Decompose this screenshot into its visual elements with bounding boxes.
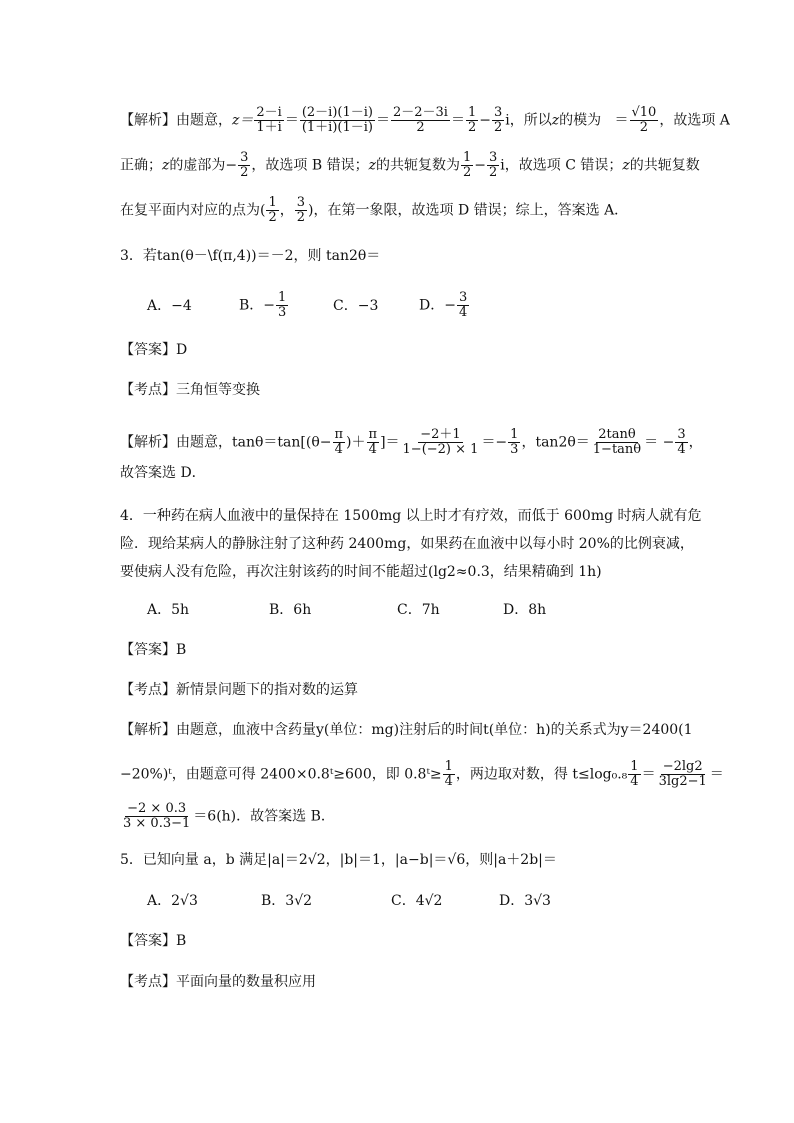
q4-options [147,600,684,620]
text: ，故选项 A [659,112,730,129]
fraction [466,106,478,135]
analysis-line-1 [120,105,730,135]
q3-stem: 3．若tan(θ－\f(π,4))＝－2，则 tan2θ＝ [120,248,381,264]
text: z [162,157,170,174]
denominator: 2 [493,120,503,135]
q5-option-a: A．2√3 [147,893,198,909]
analysis-line-3: 在复平面内对应的点为( $\frac{1}{2}$ ， $\frac{3}{2}$ )，在第一象限，故选项 D 错误；综上，答案选 A． [120,195,629,225]
analysis-label: 【解析】 [120,434,176,451]
text: i [500,157,505,174]
denominator: 2 [240,165,249,180]
numerator: 1 [630,759,639,774]
q3-options [147,291,684,320]
fraction [276,291,288,320]
q3-option-b [239,291,333,320]
answer-label: 【答案】 [120,342,176,358]
answer-value: B [176,933,187,949]
numerator: 1 [463,150,472,165]
text: z＝ [232,112,254,129]
numerator: 1 [444,759,453,774]
fraction [628,760,640,789]
text: ＝ − [644,434,675,451]
text: D．− [419,297,456,314]
fraction [657,760,709,789]
numerator: −2lg2 [662,759,703,774]
text: B．− [239,297,276,314]
denominator: 2 [296,210,306,225]
fraction [254,106,283,135]
kaodian-label: 【考点】 [120,382,176,398]
q4-option-c: C．7h [397,602,440,618]
q3-analysis-2: 故答案选 D． [120,465,206,481]
text: ， [688,434,703,451]
q3-kaodian [120,380,684,400]
denominator: 3lg2−1 [658,774,707,789]
fraction [487,151,499,180]
denominator: 1−(−2) × 1 [402,442,479,457]
text: ＝− [481,434,508,451]
numerator: 3 [489,150,498,165]
denominator: 4 [368,442,377,457]
q4-option-a: A．5h [147,602,190,618]
text: 由题意，tanθ＝tan[(θ− [176,434,332,451]
fraction [457,291,469,320]
q4-option-b: B．6h [269,602,312,618]
text: 由题意，血液中含药量y(单位：mg)注射后的时间t(单位：h)的关系式为y＝2400(1 [176,722,693,738]
fraction [461,151,473,180]
q5-answer [120,931,684,951]
q4-stem-3: 要使病人没有危险，再次注射该药的时间不能超过(lg2≈0.3，结果精确到 1h) [120,564,602,580]
fraction [367,428,380,457]
denominator: 1−tanθ [592,442,642,457]
text: z [368,157,376,174]
q4-option-d: D．8h [503,602,547,618]
denominator: 4 [334,442,343,457]
kaodian-label: 【考点】 [120,974,176,990]
text: z [551,112,560,129]
text: 由题意， [176,112,232,129]
fraction [121,802,192,831]
fraction [443,760,455,789]
text: 的共轭复数 [629,157,700,174]
numerator: −2 × 0.3 [127,801,187,816]
text: ＝ [450,112,465,129]
denominator: 4 [444,774,453,789]
text: 的共轭复数为 [376,157,460,174]
q3-option-a: A．−4 [147,297,192,314]
fraction [391,106,450,135]
analysis-label: 【解析】 [120,722,176,738]
denominator: 1＋i [256,120,282,135]
q5-option-d: D．3√3 [499,893,551,909]
fraction [591,428,643,457]
text: i [505,112,510,129]
text: 的虚部为− [169,157,238,174]
fraction [508,428,520,457]
answer-label: 【答案】 [120,642,176,658]
denominator: 4 [677,442,686,457]
q3-option-c: C．−3 [333,297,379,314]
denominator: 2 [489,165,498,180]
fraction [492,106,504,135]
q4-analysis-3 [120,802,684,831]
numerator: 1 [467,105,477,120]
denominator: 2 [416,120,425,135]
q4-kaodian [120,680,684,700]
numerator: 1 [278,290,287,305]
fraction [333,428,346,457]
text: 正确； [120,157,162,174]
denominator: 4 [630,774,639,789]
text: −20%)ᵗ，由题意可得 2400×0.8ᵗ≥600，即 0.8ᵗ≥ [120,766,442,783]
text: ＝ [375,112,390,129]
text: ＋ [351,434,366,451]
numerator: 2tanθ [598,427,636,442]
fraction [295,196,307,225]
q5-options [147,891,684,911]
text: ＝ [614,112,629,129]
text: ]＝ [380,434,400,451]
numerator: 1 [510,427,519,442]
q5-kaodian [120,972,684,992]
text: 在复平面内对应的点为( [120,202,266,219]
denominator: 2 [467,120,477,135]
analysis-label: 【解析】 [120,112,176,129]
numerator: √10 [631,105,657,120]
numerator: 3 [240,150,249,165]
denominator: 2 [268,210,277,225]
numerator: 3 [296,195,306,210]
text: ，所以 [509,112,552,129]
numerator: 1 [268,195,277,210]
text: ，tan2θ＝ [521,434,590,451]
q5-option-c: C．4√2 [391,893,443,909]
answer-label: 【答案】 [120,933,176,949]
fraction [300,106,375,135]
text: 的模为 [559,112,602,129]
analysis-line-2 [120,150,700,180]
fraction [630,106,659,135]
denominator: 3 [278,305,287,320]
numerator: π [334,427,344,442]
fraction [238,151,250,180]
q4-analysis-1 [120,720,693,740]
numerator: π [368,427,378,442]
numerator: 3 [458,290,468,305]
kaodian-label: 【考点】 [120,682,176,698]
denominator: 2 [639,120,649,135]
numerator: 3 [677,427,686,442]
text: ＝ [284,112,299,129]
text: ＝6(h)．故答案选 B． [193,808,335,825]
kaodian-value: 新情景问题下的指对数的运算 [176,682,358,698]
q4-stem-2: 险．现给某病人的静脉注射了这种药 2400mg，如果药在血液中以每小时 20%的比例衰减， [120,536,694,552]
text: − [479,112,491,129]
text: ，故选项 C 错误； [504,157,623,174]
answer-value: B [176,642,187,658]
q5-option-b: B．3√2 [261,893,313,909]
numerator: 2－2－3i [392,105,448,120]
fraction [675,428,687,457]
numerator: −2＋1 [420,427,461,442]
q4-analysis-2 [120,759,724,789]
fraction [266,196,278,225]
fraction [401,428,481,457]
denominator: 3 × 0.3−1 [123,816,191,831]
denominator: 4 [458,305,468,320]
denominator: 3 [510,442,519,457]
text: )，在第一象限，故选项 D 错误；综上，答案选 A． [308,202,629,219]
text: z [622,157,630,174]
q3-analysis-1: 【解析】由题意，tanθ＝tan[(θ− $\frac{\pi}{4}$ )＋ $\frac{\pi}{4}$ ]＝ $\frac{-2+1}{1-(-2) \times 1}$ ＝− $\frac{1}{3}$ ，tan2θ＝ $\frac{2\tan\theta}{1-\tan\theta}$ ＝ − $\frac{3}{4}$ ， [120,427,703,457]
denominator: (1＋i)(1－i) [301,120,373,135]
denominator: 2 [463,165,472,180]
q4-stem-1: 4．一种药在病人血液中的量保持在 1500mg 以上时才有疗效，而低于 600mg 时病人就有危 [120,508,702,524]
answer-value: D [176,342,188,358]
text: ＝ [641,766,656,783]
numerator: 2－i [256,105,282,120]
q5-stem: 5．已知向量 a，b 满足|a|＝2√2，|b|＝1，|a−b|＝√6，则|a＋2b|＝ [120,852,557,868]
text: ，故选项 B 错误； [251,157,369,174]
kaodian-value: 平面向量的数量积应用 [176,974,316,990]
numerator: 3 [493,105,503,120]
q3-answer [120,340,684,360]
kaodian-value: 三角恒等变换 [176,382,260,398]
text: ＝ [709,766,724,783]
text: ，两边取对数，得 t≤log₀.₈ [455,766,628,783]
text: − [474,157,487,174]
q3-option-d [419,291,470,320]
q4-answer [120,640,684,660]
numerator: (2－i)(1－i) [301,105,373,120]
